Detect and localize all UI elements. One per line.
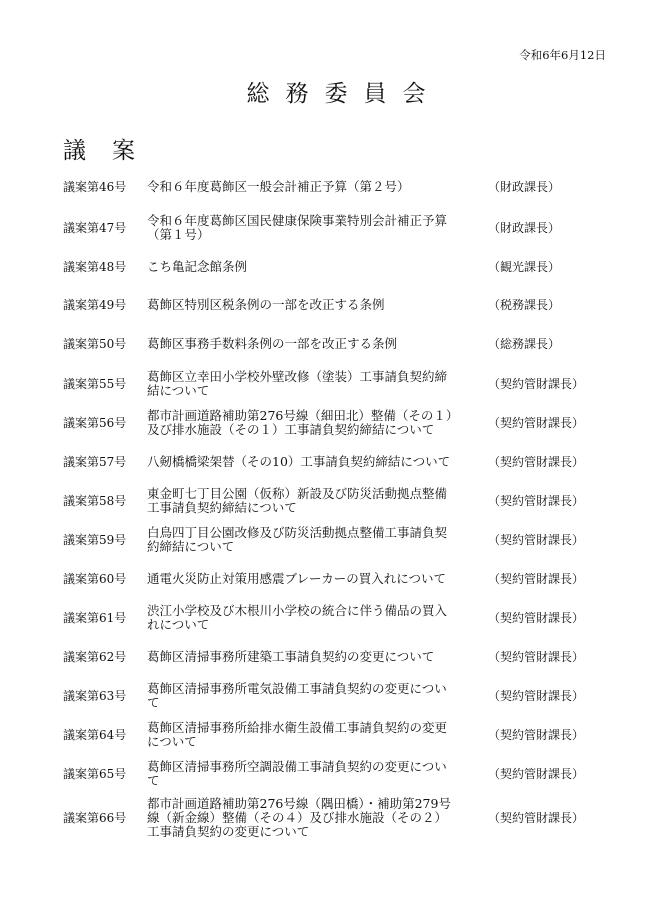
bill-department: （総務課長）: [488, 336, 561, 351]
bill-number: 議案第57号: [63, 454, 127, 469]
bill-number: 議案第60号: [63, 571, 127, 586]
bill-row: [0, 209, 672, 247]
bill-row: [0, 443, 672, 481]
bill-row: [0, 325, 672, 363]
bill-number: 議案第59号: [63, 532, 127, 547]
bill-subject: 葛飾区特別区税条例の一部を改正する条例: [147, 297, 385, 312]
bill-department: （契約管財課長）: [488, 649, 585, 664]
bill-number: 議案第46号: [63, 179, 127, 194]
bill-subject: 白鳥四丁目公園改修及び防災活動拠点整備工事請負契 約締結について: [147, 525, 448, 554]
bill-number: 議案第61号: [63, 610, 127, 625]
bill-subject: 葛飾区清掃事務所空調設備工事請負契約の変更につい て: [147, 759, 447, 788]
bill-department: （観光課長）: [488, 259, 561, 274]
bill-number: 議案第50号: [63, 336, 127, 351]
bill-department: （契約管財課長）: [488, 810, 585, 825]
bill-subject: 令和６年度葛飾区国民健康保険事業特別会計補正予算 （第１号）: [147, 213, 448, 242]
bill-subject: 葛飾区清掃事務所電気設備工事請負契約の変更につい て: [147, 681, 447, 710]
bill-subject: 八剱橋橋梁架替（その10）工事請負契約締結について: [147, 454, 451, 469]
bill-row: [0, 638, 672, 676]
bill-number: 議案第49号: [63, 297, 127, 312]
bill-row: [0, 560, 672, 598]
bill-department: （財政課長）: [488, 179, 561, 194]
bill-row: [0, 248, 672, 286]
bill-row: [0, 521, 672, 559]
bill-number: 議案第66号: [63, 810, 127, 825]
bill-subject: 葛飾区清掃事務所建築工事請負契約の変更について: [147, 649, 435, 664]
bill-subject: 都市計画道路補助第276号線（隅田橋）・補助第279号 線（新金線）整備（その４）及び排水施設（その２） 工事請負契約の変更について: [147, 796, 451, 839]
bill-row: [0, 365, 672, 403]
bill-number: 議案第62号: [63, 649, 127, 664]
bill-row: [0, 755, 672, 793]
bill-department: （契約管財課長）: [488, 415, 585, 430]
bill-department: （契約管財課長）: [488, 532, 585, 547]
bill-row: [0, 796, 672, 839]
bill-department: （契約管財課長）: [488, 454, 585, 469]
bill-number: 議案第64号: [63, 727, 127, 742]
section-heading: 議案: [63, 138, 161, 164]
bill-row: [0, 677, 672, 715]
bill-department: （税務課長）: [488, 297, 561, 312]
bill-subject: 都市計画道路補助第276号線（細田北）整備（その１） 及び排水施設（その１）工事請負契約締結について: [147, 408, 459, 437]
bill-department: （契約管財課長）: [488, 610, 585, 625]
bill-subject: 葛飾区事務手数料条例の一部を改正する条例: [147, 336, 398, 351]
bill-row: [0, 168, 672, 206]
bill-number: 議案第63号: [63, 688, 127, 703]
bill-number: 議案第47号: [63, 220, 127, 235]
page-title: 総務委員会: [246, 81, 442, 107]
bill-row: [0, 404, 672, 442]
document-date: 令和6年6月12日: [519, 48, 606, 62]
bill-number: 議案第48号: [63, 259, 127, 274]
bill-subject: 葛飾区清掃事務所給排水衛生設備工事請負契約の変更 について: [147, 720, 448, 749]
bill-department: （契約管財課長）: [488, 493, 585, 508]
bill-row: [0, 482, 672, 520]
bill-department: （契約管財課長）: [488, 766, 585, 781]
bill-subject: こち亀記念館条例: [147, 259, 248, 274]
bill-subject: 通電火災防止対策用感震ブレーカーの買入れについて: [147, 571, 447, 586]
bill-subject: 葛飾区立幸田小学校外壁改修（塗装）工事請負契約締 結について: [147, 369, 448, 398]
bill-department: （契約管財課長）: [488, 688, 585, 703]
bill-row: [0, 286, 672, 324]
bill-department: （契約管財課長）: [488, 571, 585, 586]
bill-number: 議案第56号: [63, 415, 127, 430]
bill-row: [0, 716, 672, 754]
bill-subject: 令和６年度葛飾区一般会計補正予算（第２号）: [147, 179, 410, 194]
bill-department: （契約管財課長）: [488, 727, 585, 742]
bill-department: （契約管財課長）: [488, 376, 585, 391]
bill-number: 議案第55号: [63, 376, 127, 391]
bill-number: 議案第58号: [63, 493, 127, 508]
bill-subject: 渋江小学校及び木根川小学校の統合に伴う備品の買入 れについて: [147, 603, 448, 632]
bill-department: （財政課長）: [488, 220, 561, 235]
bill-subject: 東金町七丁目公園（仮称）新設及び防災活動拠点整備 工事請負契約締結について: [147, 486, 448, 515]
bill-number: 議案第65号: [63, 766, 127, 781]
bill-row: [0, 599, 672, 637]
